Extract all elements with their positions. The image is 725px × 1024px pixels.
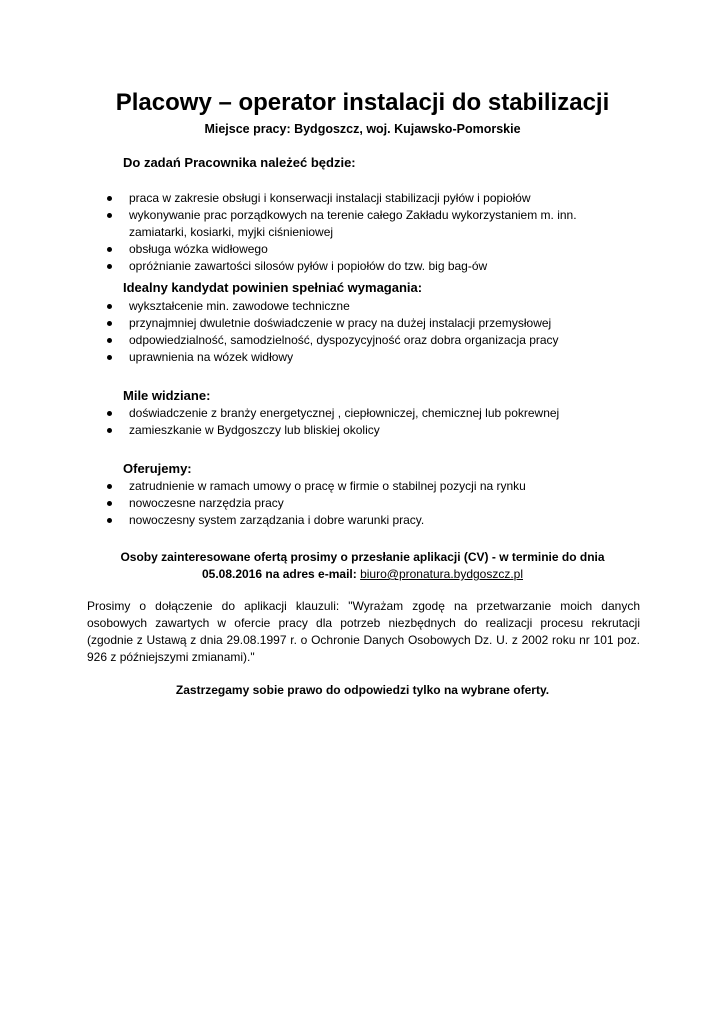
- apply-deadline-text: 05.08.2016 na adres e-mail:: [201, 567, 361, 581]
- list-item: wykształcenie min. zawodowe techniczne: [0, 298, 725, 315]
- bullet-icon: [107, 196, 112, 201]
- requirements-list: [0, 298, 725, 366]
- bullet-icon: [107, 428, 112, 433]
- consent-clause: [87, 598, 640, 666]
- nice-to-have-list: [0, 405, 725, 439]
- clause-line: Prosimy o dołączenie do aplikacji klauzuli: "Wyrażam zgodę na przetwarzanie moich danych: [87, 599, 640, 613]
- bullet-icon: [107, 484, 112, 489]
- requirements-heading: Idealny kandydat powinien spełniać wymagania:: [123, 280, 423, 295]
- workplace-subtitle: Miejsce pracy: Bydgoszcz, woj. Kujawsko-Pomorskie: [204, 122, 521, 136]
- page-title: Placowy – operator instalacji do stabilizacji: [115, 89, 610, 116]
- bullet-icon: [107, 321, 112, 326]
- bullet-icon: [107, 411, 112, 416]
- bullet-icon: [107, 247, 112, 252]
- offer-heading: Oferujemy:: [123, 461, 192, 476]
- list-item: nowoczesny system zarządzania i dobre warunki pracy.: [0, 512, 725, 529]
- list-item: przynajmniej dwuletnie doświadczenie w pracy na dużej instalacji przemysłowej: [0, 315, 725, 332]
- clause-line: 926 z późniejszymi zmianami).": [87, 650, 255, 664]
- footer-note: Zastrzegamy sobie prawo do odpowiedzi tylko na wybrane oferty.: [175, 683, 550, 697]
- list-item-continuation: zamiatarki, kosiarki, myjki ciśnieniowej: [129, 225, 334, 239]
- bullet-icon: [107, 501, 112, 506]
- clause-line: (zgodnie z Ustawą z dnia 29.08.1997 r. o Ochronie Danych Osobowych Dz. U. z 2002 roku nr 101 poz.: [87, 633, 640, 647]
- offer-list: [0, 478, 725, 529]
- list-item: doświadczenie z branży energetycznej , ciepłowniczej, chemicznej lub pokrewnej: [0, 405, 725, 422]
- list-item: uprawnienia na wózek widłowy: [0, 349, 725, 366]
- list-item: nowoczesne narzędzia pracy: [0, 495, 725, 512]
- bullet-icon: [107, 264, 112, 269]
- nice-to-have-heading: Mile widziane:: [123, 388, 211, 403]
- bullet-icon: [107, 338, 112, 343]
- list-item: obsługa wózka widłowego: [0, 241, 725, 258]
- bullet-icon: [107, 213, 112, 218]
- list-item: odpowiedzialność, samodzielność, dyspozycyjność oraz dobra organizacja pracy: [0, 332, 725, 349]
- email-link[interactable]: biuro@pronatura.bydgoszcz.pl: [360, 567, 524, 581]
- clause-line: osobowych zawartych w ofercie pracy dla potrzeb niezbędnych do realizacji procesu rekrutacji: [87, 616, 640, 630]
- list-item: opróżnianie zawartości silosów pyłów i popiołów do tzw. big bag-ów: [0, 258, 725, 275]
- bullet-icon: [107, 355, 112, 360]
- duties-list: [0, 190, 725, 275]
- bullet-icon: [107, 304, 112, 309]
- duties-heading: Do zadań Pracownika należeć będzie:: [123, 155, 356, 170]
- list-item: wykonywanie prac porządkowych na terenie całego Zakładu wykorzystaniem m. inn.: [0, 207, 725, 224]
- list-item: zatrudnienie w ramach umowy o pracę w firmie o stabilnej pozycji na rynku: [0, 478, 725, 495]
- list-item: praca w zakresie obsługi i konserwacji instalacji stabilizacji pyłów i popiołów: [0, 190, 725, 207]
- bullet-icon: [107, 518, 112, 523]
- apply-deadline: [0, 566, 725, 583]
- list-item: zamieszkanie w Bydgoszczy lub bliskiej okolicy: [0, 422, 725, 439]
- apply-instructions: Osoby zainteresowane ofertą prosimy o przesłanie aplikacji (CV) - w terminie do dnia: [120, 550, 605, 564]
